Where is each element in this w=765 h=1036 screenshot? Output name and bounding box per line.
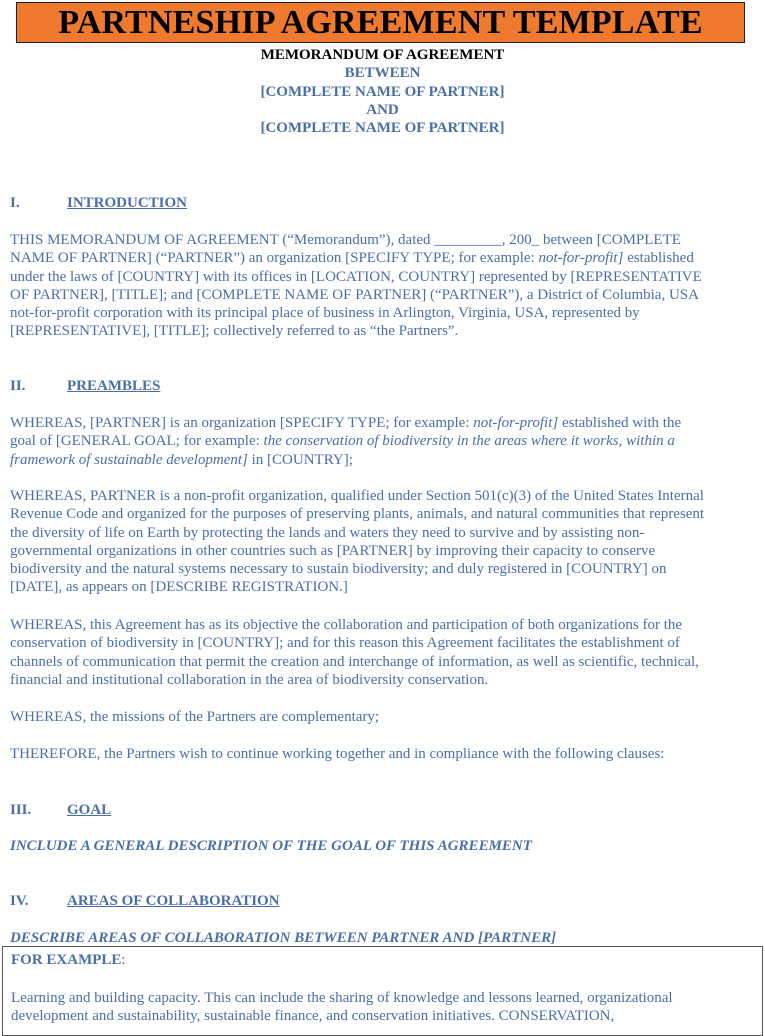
partner-one-placeholder: [COMPLETE NAME OF PARTNER] (260, 84, 505, 100)
section-number: IV. (10, 893, 29, 909)
text-line: development and sustainability, sustainable finance, and conservation initiatives. CONSERVATION, (11, 1008, 615, 1024)
text-line: WHEREAS, the missions of the Partners are complementary; (10, 709, 380, 725)
text-line: under the laws of [COUNTRY] with its offices in [LOCATION, COUNTRY] represented by [REPRESENTATIVE (10, 268, 702, 285)
partner-two-placeholder: [COMPLETE NAME OF PARTNER] (260, 120, 505, 136)
memo-heading: MEMORANDUM OF AGREEMENT (260, 47, 505, 63)
text-line: WHEREAS, [PARTNER] is an organization [SPECIFY TYPE; for example: not-for-profit] established with the (10, 415, 682, 431)
example-text (11, 989, 673, 1025)
text-line: framework of sustainable development] in [COUNTRY]; (10, 451, 353, 468)
section-preambles-heading (10, 377, 160, 395)
preamble-paragraph-4 (10, 708, 752, 726)
section-title: INTRODUCTION (67, 195, 188, 211)
text-line: governmental organizations in other countries such as [PARTNER] by improving their capacity to conserve (10, 542, 656, 559)
text-line: goal of [GENERAL GOAL; for example: the conservation of biodiversity in the areas where it works, within a (10, 433, 675, 450)
section-number: II. (10, 378, 26, 394)
example-label: FOR EXAMPLE: (11, 952, 126, 968)
text-line: conservation of biodiversity in [COUNTRY]; and for this reason this Agreement facilitates the establishment of (10, 635, 680, 652)
text-line: Revenue Code and organized for the purposes of preserving plants, animals, and natural communities that represent (10, 506, 705, 523)
text-line: [DATE], as appears on [DESCRIBE REGISTRATION.] (10, 579, 348, 596)
section-number: III. (10, 802, 32, 818)
section-title: GOAL (67, 802, 112, 818)
preamble-paragraph-3 (10, 616, 752, 689)
preamble-paragraph-2 (10, 487, 752, 597)
document-banner-title: PARTNESHIP AGREEMENT TEMPLATE (16, 2, 745, 43)
text-line: Learning and building capacity. This can include the sharing of knowledge and lessons learned, organizational (11, 990, 673, 1006)
text-line: not-for-profit corporation with its principal place of business in Arlington, Virginia, USA, represented by (10, 305, 640, 322)
between-label: BETWEEN (344, 65, 421, 81)
preamble-paragraph-1 (10, 414, 752, 469)
section-areas-heading (10, 892, 280, 910)
example-box (2, 946, 763, 1036)
text-line: WHEREAS, PARTNER is a non-profit organization, qualified under Section 501(c)(3) of the United States Internal (10, 488, 704, 504)
text-line: biodiversity and the natural systems necessary to sustain biodiversity; and duly registered in [COUNTRY] on (10, 561, 667, 578)
text-line: the diversity of life on Earth by protecting the lands and waters they need to survive and by assisting non- (10, 524, 645, 541)
section-number: I. (10, 195, 20, 211)
areas-instruction: DESCRIBE AREAS OF COLLABORATION BETWEEN PARTNER AND [PARTNER] (10, 930, 557, 946)
section-title: PREAMBLES (67, 378, 161, 394)
text-line: THEREFORE, the Partners wish to continue working together and in compliance with the following clauses: (10, 746, 665, 762)
text-line: channels of communication that permit the creation and interchange of information, as well as scientific, technical, (10, 653, 699, 670)
and-label: AND (366, 102, 399, 118)
text-line: [REPRESENTATIVE], [TITLE]; collectively referred to as “the Partners”. (10, 323, 459, 340)
text-line: THIS MEMORANDUM OF AGREEMENT (“Memorandum”), dated _________, 200_ between [COMPLETE (10, 232, 681, 248)
therefore-paragraph (10, 745, 752, 763)
section-title: AREAS OF COLLABORATION (67, 893, 280, 909)
text-line: WHEREAS, this Agreement has as its objective the collaboration and participation of both organizations for the (10, 617, 683, 633)
goal-instruction: INCLUDE A GENERAL DESCRIPTION OF THE GOAL OF THIS AGREEMENT (10, 838, 532, 854)
text-line: NAME OF PARTNER] (“PARTNER”) an organization [SPECIFY TYPE; for example: not-for-profit] established (10, 250, 694, 267)
section-introduction-heading (10, 194, 187, 212)
section-goal-heading (10, 801, 111, 819)
text-line: OF PARTNER], [TITLE]; and [COMPLETE NAME OF PARTNER] (“PARTNER”), a District of Columbia, USA (10, 286, 699, 303)
text-line: financial and institutional collaboration in the area of biodiversity conservation. (10, 671, 489, 688)
introduction-paragraph (10, 231, 752, 341)
